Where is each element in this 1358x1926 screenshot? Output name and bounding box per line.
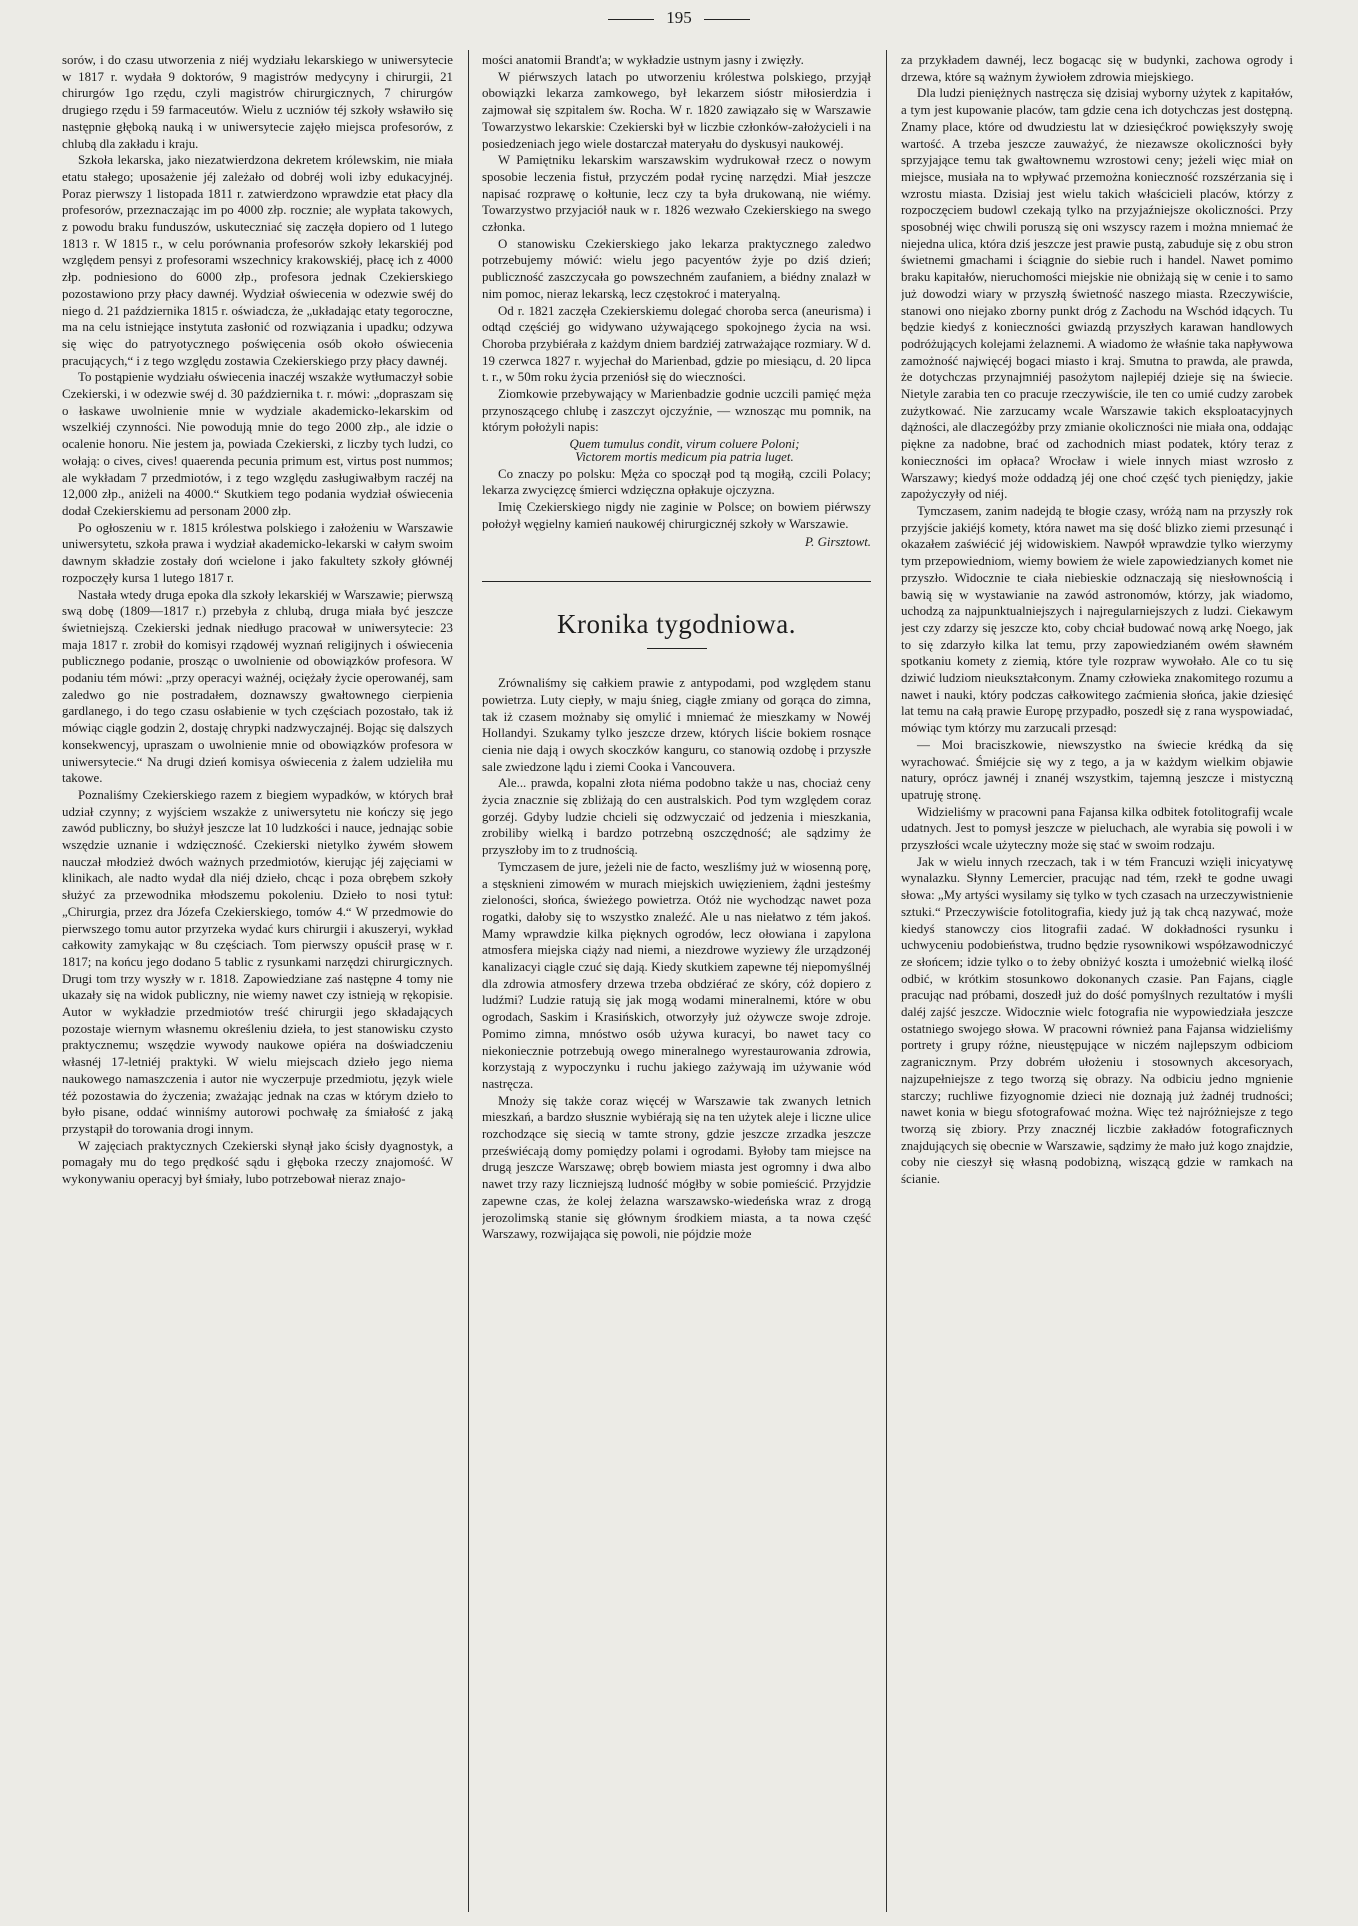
col1-paragraph: Poznaliśmy Czekierskiego razem z biegiem wypadków, w których brał udział czynny; z wyjściem wszakże z uniwersytetu nie kończy się jego zawód publiczny, bo służył jeszcze lat 10 ludzkości i nauce, jednając sobie wszędzie uznanie i wdzięczność. Czekierski nietylko żywém słowem nauczał młodzież dwóch ważnych przedmiotów, kierując jéj zajęciami w klinikach, ale nadto wydał dla niéj dzieło, chcąc i poza obrębem szkoły służyć za przewodnika młodszemu pokoleniu. Dzieło to nosi tytuł: „Chirurgia, przez dra Józefa Czekierskiego, tomów 4.“ W przedmowie do pierwszego tomu autor przyrzeka wydać kurs chirurgii i akuszeryi, wykład całkowity zamykając w 8u częściach. Tom pierwszy opuścił prasę w r. 1817; na końcu jego dodano 5 tablic z rysunkami narzędzi chirurgicznych. Drugi tom trzy wyszły w r. 1818. Zapowiedziane zaś następne 4 tomy nie ukazały się na widok publiczny, nie wiemy nawet czy istnieją w rękopisie. Autor w wykładzie przedmiotów treść chirurgii jego składających pozostaje wiernym własnemu określeniu dzieła, to jest stanowisku czysto praktycznemu; wszędzie wywody naukowe opiéra na doświadczeniu własnéj 17-letniéj praktyki. W wielu miejscach dzieło jego niema naukowego namaszczenia i autor nie wyczerpuje przedmiotu, język wiele téż pozostawia do życzenia; zważając jednak na czas w którym dzieło to było pisane, oddać winniśmy autorowi pochwałę za śmiałość z jaką przystąpił do torowania drogi innym. — [62, 787, 453, 1136]
col1-paragraph: sorów, i do czasu utworzenia z niéj wydziału lekarskiego w uniwersytecie w 1817 r. wydała 9 doktorów, 9 magistrów medycyny i chirurgii, 21 chirurgów 1go rzędu, czyli magistrów chirurgicznych, 7 chirurgów drugiego rzędu i 59 farmaceutów. Wielu z uczniów téj szkoły wsławiło się następnie głęboką nauką i w uniwersytecie zajęło miejsca profesorów, z chlubą dla zakładu i kraju. — [62, 53, 453, 151]
col2-paragraph: Od r. 1821 zaczęła Czekierskiemu dolegać choroba serca (aneurisma) i odtąd częściéj go widywano używającego spokojnego życia na wsi. Choroba przybiérała z każdym dniem bardziéj zatrważające rozmiary. W d. 19 czerwca 1827 r. wyjechał do Marienbad, gdzie po miesiącu, d. 20 lipca t. r., w 50m roku życia przeniósł się do wieczności. — [482, 303, 871, 385]
section-divider — [482, 581, 871, 582]
col3-paragraph: Dla ludzi pieniężnych nastręcza się dzisiaj wyborny użytek z kapitałów, a tym jest kupowanie placów, tam gdzie cena ich dotychczas jest dostępną. Znamy place, które od dwudziestu lat w dziesięćkroć powiększyły swoję wartość. A trzeba jeszcze zauważyć, że niezawsze okoliczności były sprzyjające temu tak gwałtownemu wzrostowi ceny; jeżeli więc miał on miejsce, musiała na to wpływać przemożna konieczność rozszérzania się i wzrostu miasta. Dzisiaj jest wielu takich właścicieli placów, którzy z rozpoczęciem budowl czekają tylko na przyjaźniejsze okoliczności. Przy sposobnéj więc chwili poruszą się oni wszyscy razem i można mniemać że niejedna ulica, która dziś jeszcze jest prawie pustą, zabuduje się z obu stron świetnemi gmachami i ściągnie do siebie ruch i handel. Nawet pomimo braku kapitałów, nieruchomości miejskie nie obniżają się w cenie i to samo już dowodzi wiary w przyszłą świetność naszego miasta. Rzeczywiście, stanowi ono niejako zborny punkt dróg z Zachodu na Wschód idących. Tu będzie kiedyś z konieczności gwiazdą przyszłych karawan handlowych podróżujących kolejami żelaznemi. A wiadomo że właśnie taka napływowa zamożność najwięcéj bogaci miasto i kraj. Smutna to prawda, ale prawda, że dotychczas przynajmniéj pasożytom najlepiéj dzieje się na świecie. Nietyle zarabia ten co pracuje rzeczywiście, ile ten co umié cudzy zarobek zużytkować. Nie zarzucamy wcale Warszawie takich eksploatacyjnych dążności, ale dlaczegóżby przy zmianie okoliczności nie miała ona, oddając piękne za nadobne, brać od zachodnich miast podatek, który teraz z konieczności im opłaca? Wrocław i wiele innych miast wzrosło z Warszawy; kiedyś może oddadzą jéj one choć część tych pieniędzy, jakie zapożyczyły od niéj. — [901, 86, 1293, 502]
epitaph-line-1: Quem tumulus condit, virum coluere Poloni; — [569, 437, 800, 452]
page-number — [0, 8, 1358, 28]
col2-paragraph: O stanowisku Czekierskiego jako lekarza praktycznego zaledwo potrzebujemy mówić: wielu jego pacyentów żyje po dziś dzień; publiczność zaszczycała go powszechném zaufaniem, a biédny znalazł w nim pomoc, nieraz lekarską, lecz częstokroć i materyalną. — [482, 236, 871, 301]
column-1 — [62, 52, 453, 1912]
col2-paragraph: Co znaczy po polsku: Męża co spoczął pod tą mogiłą, czcili Polacy; lekarza zwycięzcę śmierci wdzięczna opłakuje ojczyzna. — [482, 466, 871, 498]
column-3 — [901, 52, 1293, 1912]
column-rule-1 — [468, 50, 469, 1912]
page-number-text: 195 — [666, 8, 692, 27]
col3-paragraph: Jak w wielu innych rzeczach, tak i w tém Francuzi wzięli inicyatywę wynalazku. Słynny Lemercier, pracując nad tém, rzekł te godne uwagi słowa: „My artyści wysilamy się tylko w tych czasach na urzeczywistnienie sztuki.“ Przeczywiście fotolitografia, kiedy już ją tak chcą nazywać, może kiedyś stanowczy cios litografii zadać. W dokładności rysunku i uchwyceniu podobieństwa, trudno będzie rysownikowi współzawodniczyć ze słońcem; idzie tylko o to żeby obniżyć koszta i umożebnić wielką ilość odbić, w krótkim stosunkowo dokonanych czasie. Pan Fajans, ciągle pracując nad próbami, doszedł już do dość pomyślnych rezultatów i myśli daléj zajść jeszcze. Widocznie wielc fotografia nie wypowiedziała jeszcze ostatniego swojego słowa. W pracowni również pana Fajansa widzieliśmy portrety i grupy różne, nieustępujące w niczém najlepszym odbiciom zagranicznym. Przy dobrém ułożeniu i stosownych akcesoryach, najzupełniejsze z tego tworzą się obrazy. Na odbiciu jedno mgnienie starczy; ruchliwe fizyognomie dzieci nie doznają już żadnéj trudności; nawet konia w biegu sfotografować można. Więc też najróżniejsze z tego tworzą się zbiory. Przy znacznéj liczbie zakładów fotograficznych znajdujących się obecnie w Warszawie, sądzimy że mało już kogo znajdzie, coby nie cieszył się własną podobizną, wiszącą gdzie w ramkach na ścianie. — [901, 854, 1293, 1187]
col3-paragraph: — Moi braciszkowie, niewszystko na świecie krédką da się wyrachować. Śmiéjcie się wy z tego, a ja w każdym wielkim objawie natury, oprócz jawnéj i znanéj wszystkim, tajemną jeszcze i mistyczną upatruję stronę. — [901, 737, 1293, 802]
col1-paragraph: Szkoła lekarska, jako niezatwierdzona dekretem królewskim, nie miała etatu stałego; uposażenie jéj zależało od dobréj woli izby edukacyjnéj. Poraz pierwszy 1 listopada 1811 r. zatwierdzono wprawdzie etat płacy dla profesorów, przeznaczając im po 4000 złp. rocznie; ale wypłata takowych, z powodu braku funduszów, uskuteczniać się zaczęła dopiero od 1 lutego 1813 r. W 1815 r., w celu porównania profesorów szkoły lekarskiéj pod względem pensyi z profesorami wszechnicy krakowskiéj, płacę ich z 4000 złp. podniesiono do 6000 złp., profesora jednak Czekierskiego pozostawiono przy płacy dawnéj. Wydział oświecenia w odezwie swéj do niego d. 21 października 1815 r. oświadcza, że „układając etaty tegoroczne, ma na celu istniejące instytuta zasłonić od rozwiązania i upadku; odzywa się więc do patryotycznego poświęcenia osób około oświecenia pracujących,“ i z tego względu zostawia Czekierskiego przy płacy dawnéj. — [62, 153, 453, 368]
col2-paragraph: Ale... prawda, kopalni złota niéma podobno także u nas, chociaż ceny życia znacznie się zbliżają do cen australskich. Pod tym względem coraz gorzéj. Gdyby ludzie chcieli się odzwyczaić od jedzenia i mieszkania, zrobiliby wielką i bardzo potrzebną oszczędność; ale sądzimy że przyszłoby im to z trudnością. — [482, 776, 871, 858]
page-number-rule-right — [704, 19, 750, 20]
col2-paragraph: W piérwszych latach po utworzeniu królestwa polskiego, przyjął obowiązki lekarza zamkowego, był lekarzem sióstr miłosierdzia i zajmował się szpitalem św. Rocha. W r. 1820 zawiązało się w Warszawie Towarzystwo lekarskie: Czekierski był w liczbie członków-założycieli i na posiedzeniach jego wiele dostarczał materyału do dyskusyi naukowéj. — [482, 69, 871, 151]
column-rule-2 — [886, 50, 887, 1912]
column-2 — [482, 52, 871, 1912]
heading-rule — [647, 648, 707, 649]
col2-paragraph: W Pamiętniku lekarskim warszawskim wydrukował rzecz o nowym sposobie leczenia fistuł, przyczém podał rycinę narzędzi. Miał jeszcze napisać rozprawę o kołtunie, lecz czy ta była drukowaną, nie wiémy. Towarzystwo przyjaciół nauk w r. 1826 wezwało Czekierskiego na swego członka. — [482, 153, 871, 235]
col1-paragraph: To postąpienie wydziału oświecenia inaczéj wszakże wytłumaczył sobie Czekierski, i w odezwie swéj d. 30 października t. r. mówi: „dopraszam się o łaskawe uwolnienie mnie w wydziale akademicko-lekarskim od wszelkiéj czynności. Nie powodują mnie do tego 2000 złp., ale idzie o ocalenie honoru. Nie jestem ja, powiada Czekierski, z liczby tych ludzi, co wołają: o cives, cives! quaerenda pecunia primum est, virtus post nummos; ale wykładam 7 przedmiotów, i z tego względu zasługiwałbym raczéj na 12,000 złp., aniżeli na 4000.“ Skutkiem tego podania wydział oświecenia dodał Czekierskiemu ad personam 2000 złp. — [62, 370, 453, 518]
col2-paragraph: Tymczasem de jure, jeżeli nie de facto, weszliśmy już w wiosenną porę, a stęsknieni zimowém w murach miejskich uwięzieniem, żądni jesteśmy zieloności, słońca, świeżego powietrza. Otóż nie wychodząc nawet poza rogatki, dałoby się to wszystko znaleźć. Ale u nas niełatwo z tém jakoś. Mamy wprawdzie kilka pięknych ogrodów, lecz ołowiana i zapylona atmosfera miejska ciąży nad niemi, a niezdrowe wyziewy źle urządzonéj kanalizacyi ciągle czuć się dają. Kiedy skutkiem zapewne téj niepomyślnéj dla zdrowia atmosfery drzewa trzeba obdziérać ze skóry, cóż dopiero z ludźmi? Ludzie ratują się jak mogą wodami mineralnemi, które w obu ogrodach, Saskim i Krasińskich, otworzyły już ożywcze swoje zdroje. Pomimo zimna, mnóstwo osób używa kuracyi, bo nawet tacy co niekoniecznie potrzebują owego mineralnego wyrestaurowania zdrowia, korzystają z wypoczynku i ruchu jakiego zażywają im używanie wód nastręcza. — [482, 859, 871, 1091]
col1-paragraph: Nastała wtedy druga epoka dla szkoły lekarskiéj w Warszawie; pierwszą swą dobę (1809—1817 r.) przebyła z chlubą, druga miała być jeszcze świetniejszą. Czekierski jednak niedługo pracował w uniwersytecie: 23 maja 1817 r. zrobił do komisyi rządowéj wyznań religijnych i oświecenia publicznego podanie, prosząc o uwolnienie od obowiązków profesora. W podaniu tém mówi: „przy operacyi ważnéj, ociężały życie operowanéj, sam zaledwo go nie postradałem, doznawszy gwałtownego cierpienia gardlanego, i do tego czasu osłabienie w tych częściach pozostało, tak iż mówiąc ciągle godzin 2, dostaję chrypki nadzwyczajnéj. Bojąc się dalszych konsekwencyj, upraszam o uwolnienie mnie od obowiązków profesora w uniwersytecie.“ Na drugi dzień komisya oświecenia z żalem udzieliła mu takowe. — [62, 587, 453, 786]
col2-paragraph: Mnoży się także coraz więcéj w Warszawie tak zwanych letnich mieszkań, a bardzo słusznie wybiérają się na ten użytek aleje i liczne ulice rozchodzące się siecią w tamte strony, gdzie jeszcze zrzadka jeszcze przeświécają domy pomiędzy polami i ogrodami. Byłoby tam miejsce na drugą jeszcze Warszawę; obręb bowiem miasta jest ogromny i dwa albo nawet trzy razy liczniejszą ludność mógłby w sobie pomieścić. Przyjdzie zapewne czas, że kolej żelazna warszawsko-wiedeńska wraz z drogą jerozolimską stanie się głównym środkiem miasta, a ta nowa część Warszawy, rozwijająca się powoli, nie pójdzie może — [482, 1093, 871, 1242]
col1-paragraph: Po ogłoszeniu w r. 1815 królestwa polskiego i założeniu w Warszawie uniwersytetu, szkoła prawa i wydział akademicko-lekarski w całym swoim dawnym składzie zostały doń wcielone i jako fakultety szkoły głównéj rozpoczęły kursa 1 lutego 1817 r. — [62, 520, 453, 585]
col2-paragraph: Zrównaliśmy się całkiem prawie z antypodami, pod względem stanu powietrza. Luty ciepły, w maju śnieg, ciągłe zmiany od gorąca do zimna, tak iż czasem możnaby się omylić i mniemać że mieszkamy w Nowéj Hollandyi. Szukamy tylko jeszcze drzew, których liście bokiem rosnące cienia nie dają i owych skoczków kanguru, co stanowią ozdobę i przyszłe sale zwiedzone lądu i ziemi Cooka i Vancouvera. — [482, 676, 871, 774]
epitaph-line-2: Victorem mortis medicum pia patria luget. — [575, 449, 794, 464]
col2-paragraph: Imię Czekierskiego nigdy nie zaginie w Polsce; on bowiem piérwszy położył węgielny kamień naukowéj chirurgicznéj szkoły w Warszawie. — [482, 499, 871, 531]
col2-paragraph: Ziomkowie przebywający w Marienbadzie godnie uczcili pamięć męża przynoszącego chlubę i zaszczyt ojczyźnie, — wznosząc mu pomnik, na którym położyli napis: — [482, 387, 871, 435]
col1-paragraph: W zajęciach praktycznych Czekierski słynął jako ścisły dyagnostyk, a pomagały mu do tego prędkość sądu i głęboka rzeczy znajomość. W wykonywaniu operacyj był śmiały, lubo potrzebował nieraz znajo- — [62, 1138, 453, 1187]
section-heading: Kronika tygodniowa. — [557, 609, 796, 640]
col2-paragraph: mości anatomii Brandt'a; w wykładzie ustnym jasny i zwięzły. — [482, 53, 804, 67]
col3-paragraph: Tymczasem, zanim nadejdą te błogie czasy, wróżą nam na przyszły rok przyjście jakiéjś komety, która nawet ma się dość blizko ziemi przesunąć i okazałem zaświécić jéj widowiskiem. Nawpół wprawdzie tylko wierzymy tym przepowiedniom, wiemy bowiem że wiele zapowiedzianych komet nie przyszło. Widocznie te ciała niebieskie odznaczają się niesłownością i bawią się w wystawianie na zawód astronomów, którzy, jak wiadomo, uchodzą za najpunktualniejszych i najregularniejszych z ludzi. Ciekawym jest czy zdarzy się jeszcze kto, coby chciał budować nową arkę Noego, jak to się zdarzyło kilka lat temu, przy zapowiedzianém owém sławném spotkaniu komety z ziemią, które tyle rozpraw wywołało. Ale co tu się dziwić ludziom nieukształconym. Znamy człowieka znakomitego rozumu a nawet i nauki, który podczas całkowitego zaćmienia słońca, jakie dziesięć lat temu na całą prawie Europę przypadło, poszedł się z rana wyspowiadać, mówiąc tym którzy mu zarzucali przesąd: — [901, 503, 1293, 736]
page-number-rule-left — [608, 19, 654, 20]
col3-paragraph: za przykładem dawnéj, lecz bogacąc się w budynki, zachowa ogrody i drzewa, które są ważnym żywiołem zdrowia miejskiego. — [901, 53, 1293, 84]
col3-paragraph: Widzieliśmy w pracowni pana Fajansa kilka odbitek fotolitografij wcale udatnych. Jest to pomysł jeszcze w pieluchach, ale wyrabia się powoli i w przyszłości wcale użyteczny może się stać w swoim rodzaju. — [901, 804, 1293, 853]
author-signature: P. Girsztowt. — [804, 535, 871, 550]
